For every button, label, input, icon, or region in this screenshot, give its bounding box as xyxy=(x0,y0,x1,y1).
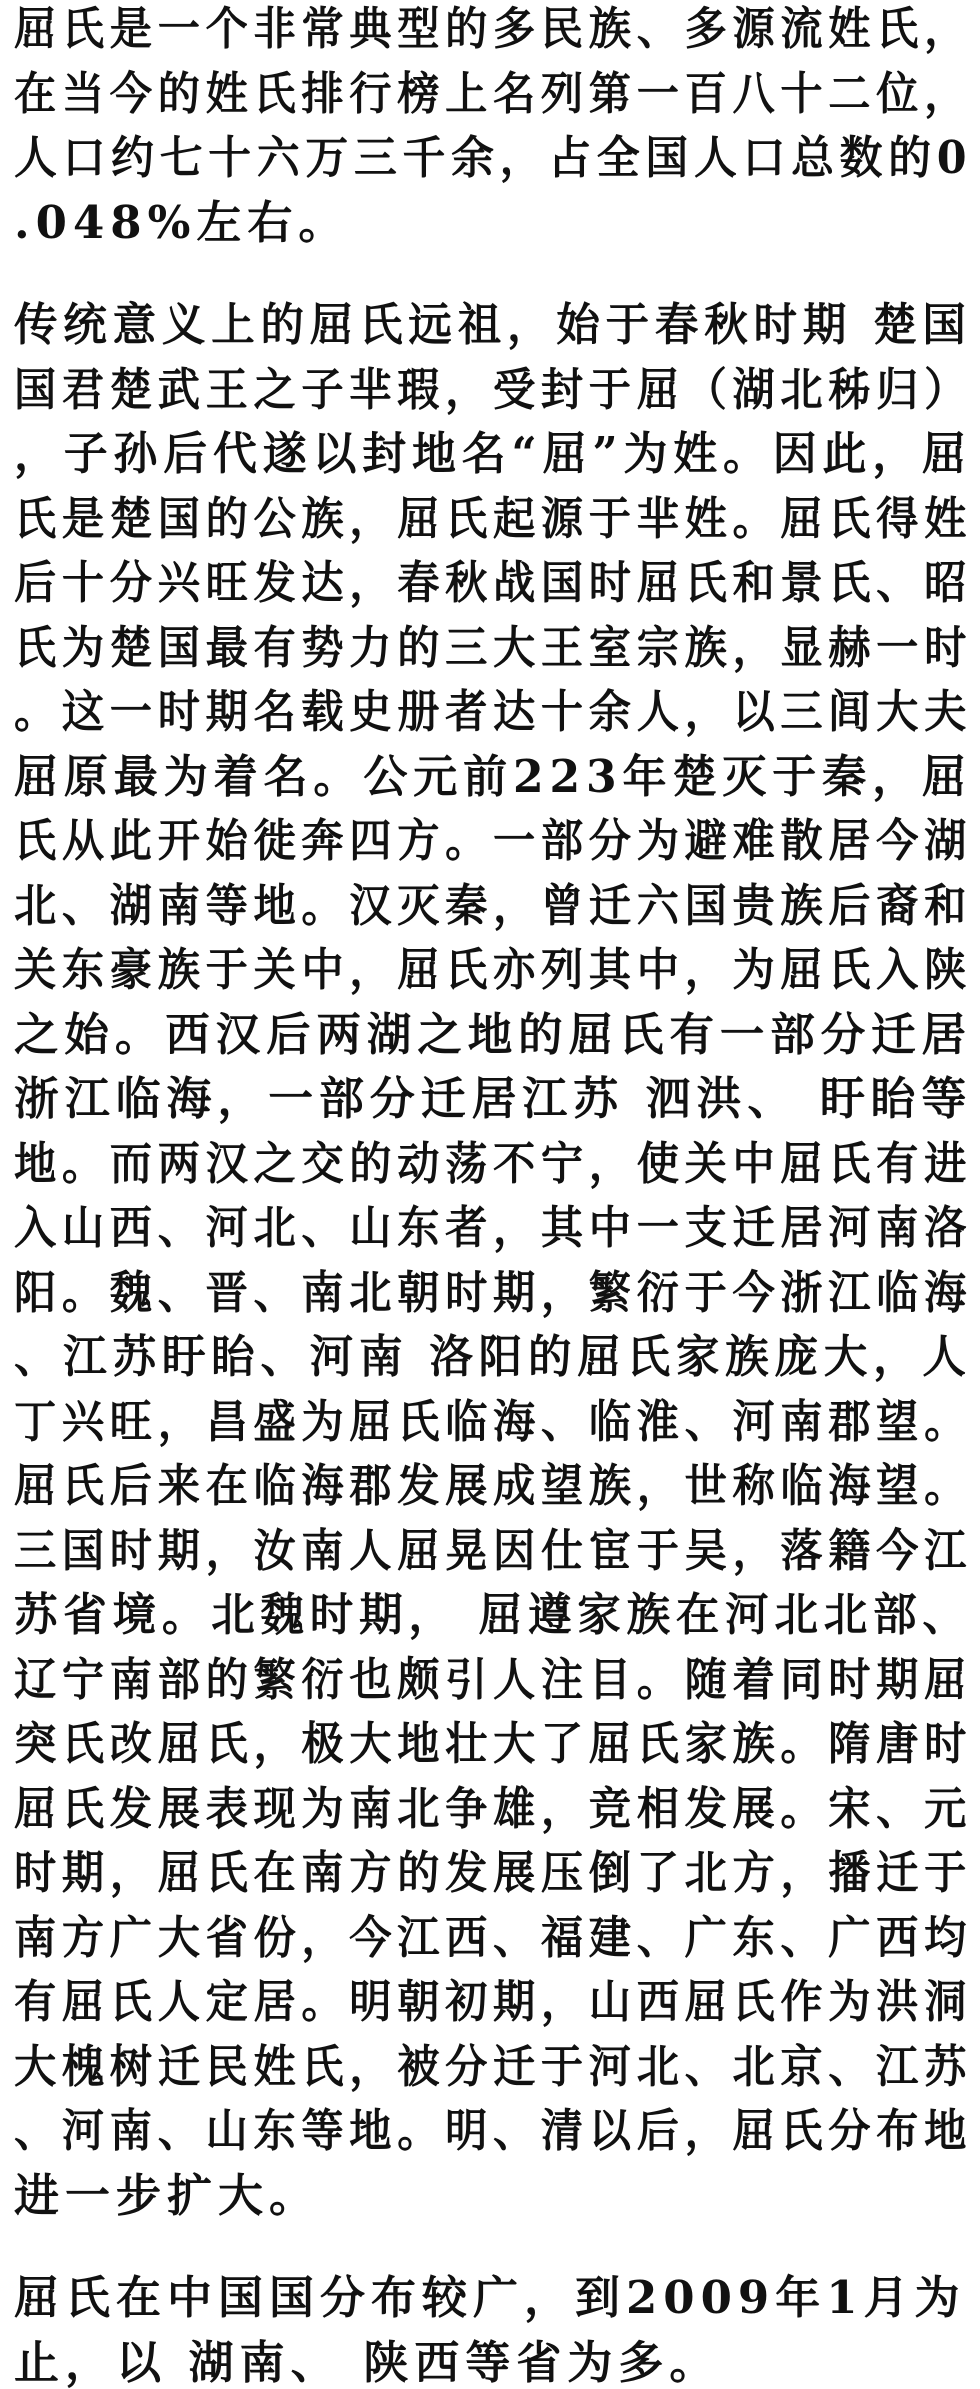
text-line: 后十分兴旺发达，春秋战国时屈氏和景氏、昭 xyxy=(14,556,972,609)
text-line: 之始。西汉后两湖之地的屈氏有一部分迁居 xyxy=(14,1007,972,1061)
text-line: 北、湖南等地。汉灭秦，曾迁六国贵族后裔和 xyxy=(14,878,972,932)
text-line: .048%左右。 xyxy=(14,195,350,249)
text-line: 、江苏盱眙、河南 洛阳的屈氏家族庞大，人 xyxy=(14,1330,972,1383)
text-line: 、河南、山东等地。明、清以后，屈氏分布地 xyxy=(14,2104,972,2157)
text-line: 氏从此开始徙奔四方。一部分为避难散居今湖 xyxy=(14,814,972,867)
text-line: 丁兴旺，昌盛为屈氏临海、临淮、河南郡望。 xyxy=(14,1394,972,1448)
text-line: 入山西、河北、山东者，其中一支迁居河南洛 xyxy=(14,1201,972,1254)
text-line: 大槐树迁民姓氏，被分迁于河北、北京、江苏 xyxy=(14,2039,972,2093)
text-line: 人口约七十六万三千余，占全国人口总数的0 xyxy=(14,131,973,184)
text-line: 国君楚武王之子芈瑕，受封于屈（湖北秭归） xyxy=(14,362,972,416)
text-line: 。这一时期名载史册者达十余人，以三闾大夫 xyxy=(14,685,972,738)
text-line: ，子孙后代遂以封地名“屈”为姓。因此，屈 xyxy=(14,427,972,480)
text-line: 有屈氏人定居。明朝初期，山西屈氏作为洪洞 xyxy=(14,1975,972,2028)
text-line: 进一步扩大。 xyxy=(14,2168,321,2222)
text-line: 氏为楚国最有势力的三大王室宗族，显赫一时 xyxy=(14,620,972,674)
text-line: 屈原最为着名。公元前223年楚灭于秦，屈 xyxy=(14,749,972,803)
text-line: 地。而两汉之交的动荡不宁，使关中屈氏有进 xyxy=(14,1136,972,1190)
text-line: 辽宁南部的繁衍也颇引人注目。随着同时期屈 xyxy=(14,1652,972,1706)
text-line: 突氏改屈氏，极大地壮大了屈氏家族。隋唐时 xyxy=(14,1717,972,1770)
text-line: 止，以 湖南、 陕西等省为多。 xyxy=(14,2335,721,2389)
text-line: 屈氏发展表现为南北争雄，竞相发展。宋、元 xyxy=(14,1781,972,1835)
text-line: 阳。魏、晋、南北朝时期，繁衍于今浙江临海 xyxy=(14,1265,972,1319)
text-line: 在当今的姓氏排行榜上名列第一百八十二位， xyxy=(14,66,972,120)
text-line: 屈氏是一个非常典型的多民族、多源流姓氏， xyxy=(14,2,972,55)
text-line: 氏是楚国的公族，屈氏起源于芈姓。屈氏得姓 xyxy=(14,491,972,545)
text-line: 苏省境。北魏时期， 屈遵家族在河北北部、 xyxy=(14,1588,972,1641)
text-line: 屈氏后来在临海郡发展成望族，世称临海望。 xyxy=(14,1459,972,1512)
text-line: 传统意义上的屈氏远祖，始于春秋时期 楚国 xyxy=(14,298,972,351)
text-line: 关东豪族于关中，屈氏亦列其中，为屈氏入陕 xyxy=(14,943,972,996)
text-line: 屈氏在中国国分布较广，到2009年1月为 xyxy=(14,2271,966,2324)
text-line: 南方广大省份，今江西、福建、广东、广西均 xyxy=(14,1910,972,1964)
text-line: 浙江临海，一部分迁居江苏 泗洪、 盱眙等 xyxy=(14,1072,973,1125)
text-line: 三国时期，汝南人屈晃因仕宦于吴，落籍今江 xyxy=(14,1523,972,1577)
text-line: 时期，屈氏在南方的发展压倒了北方，播迁于 xyxy=(14,1846,972,1899)
